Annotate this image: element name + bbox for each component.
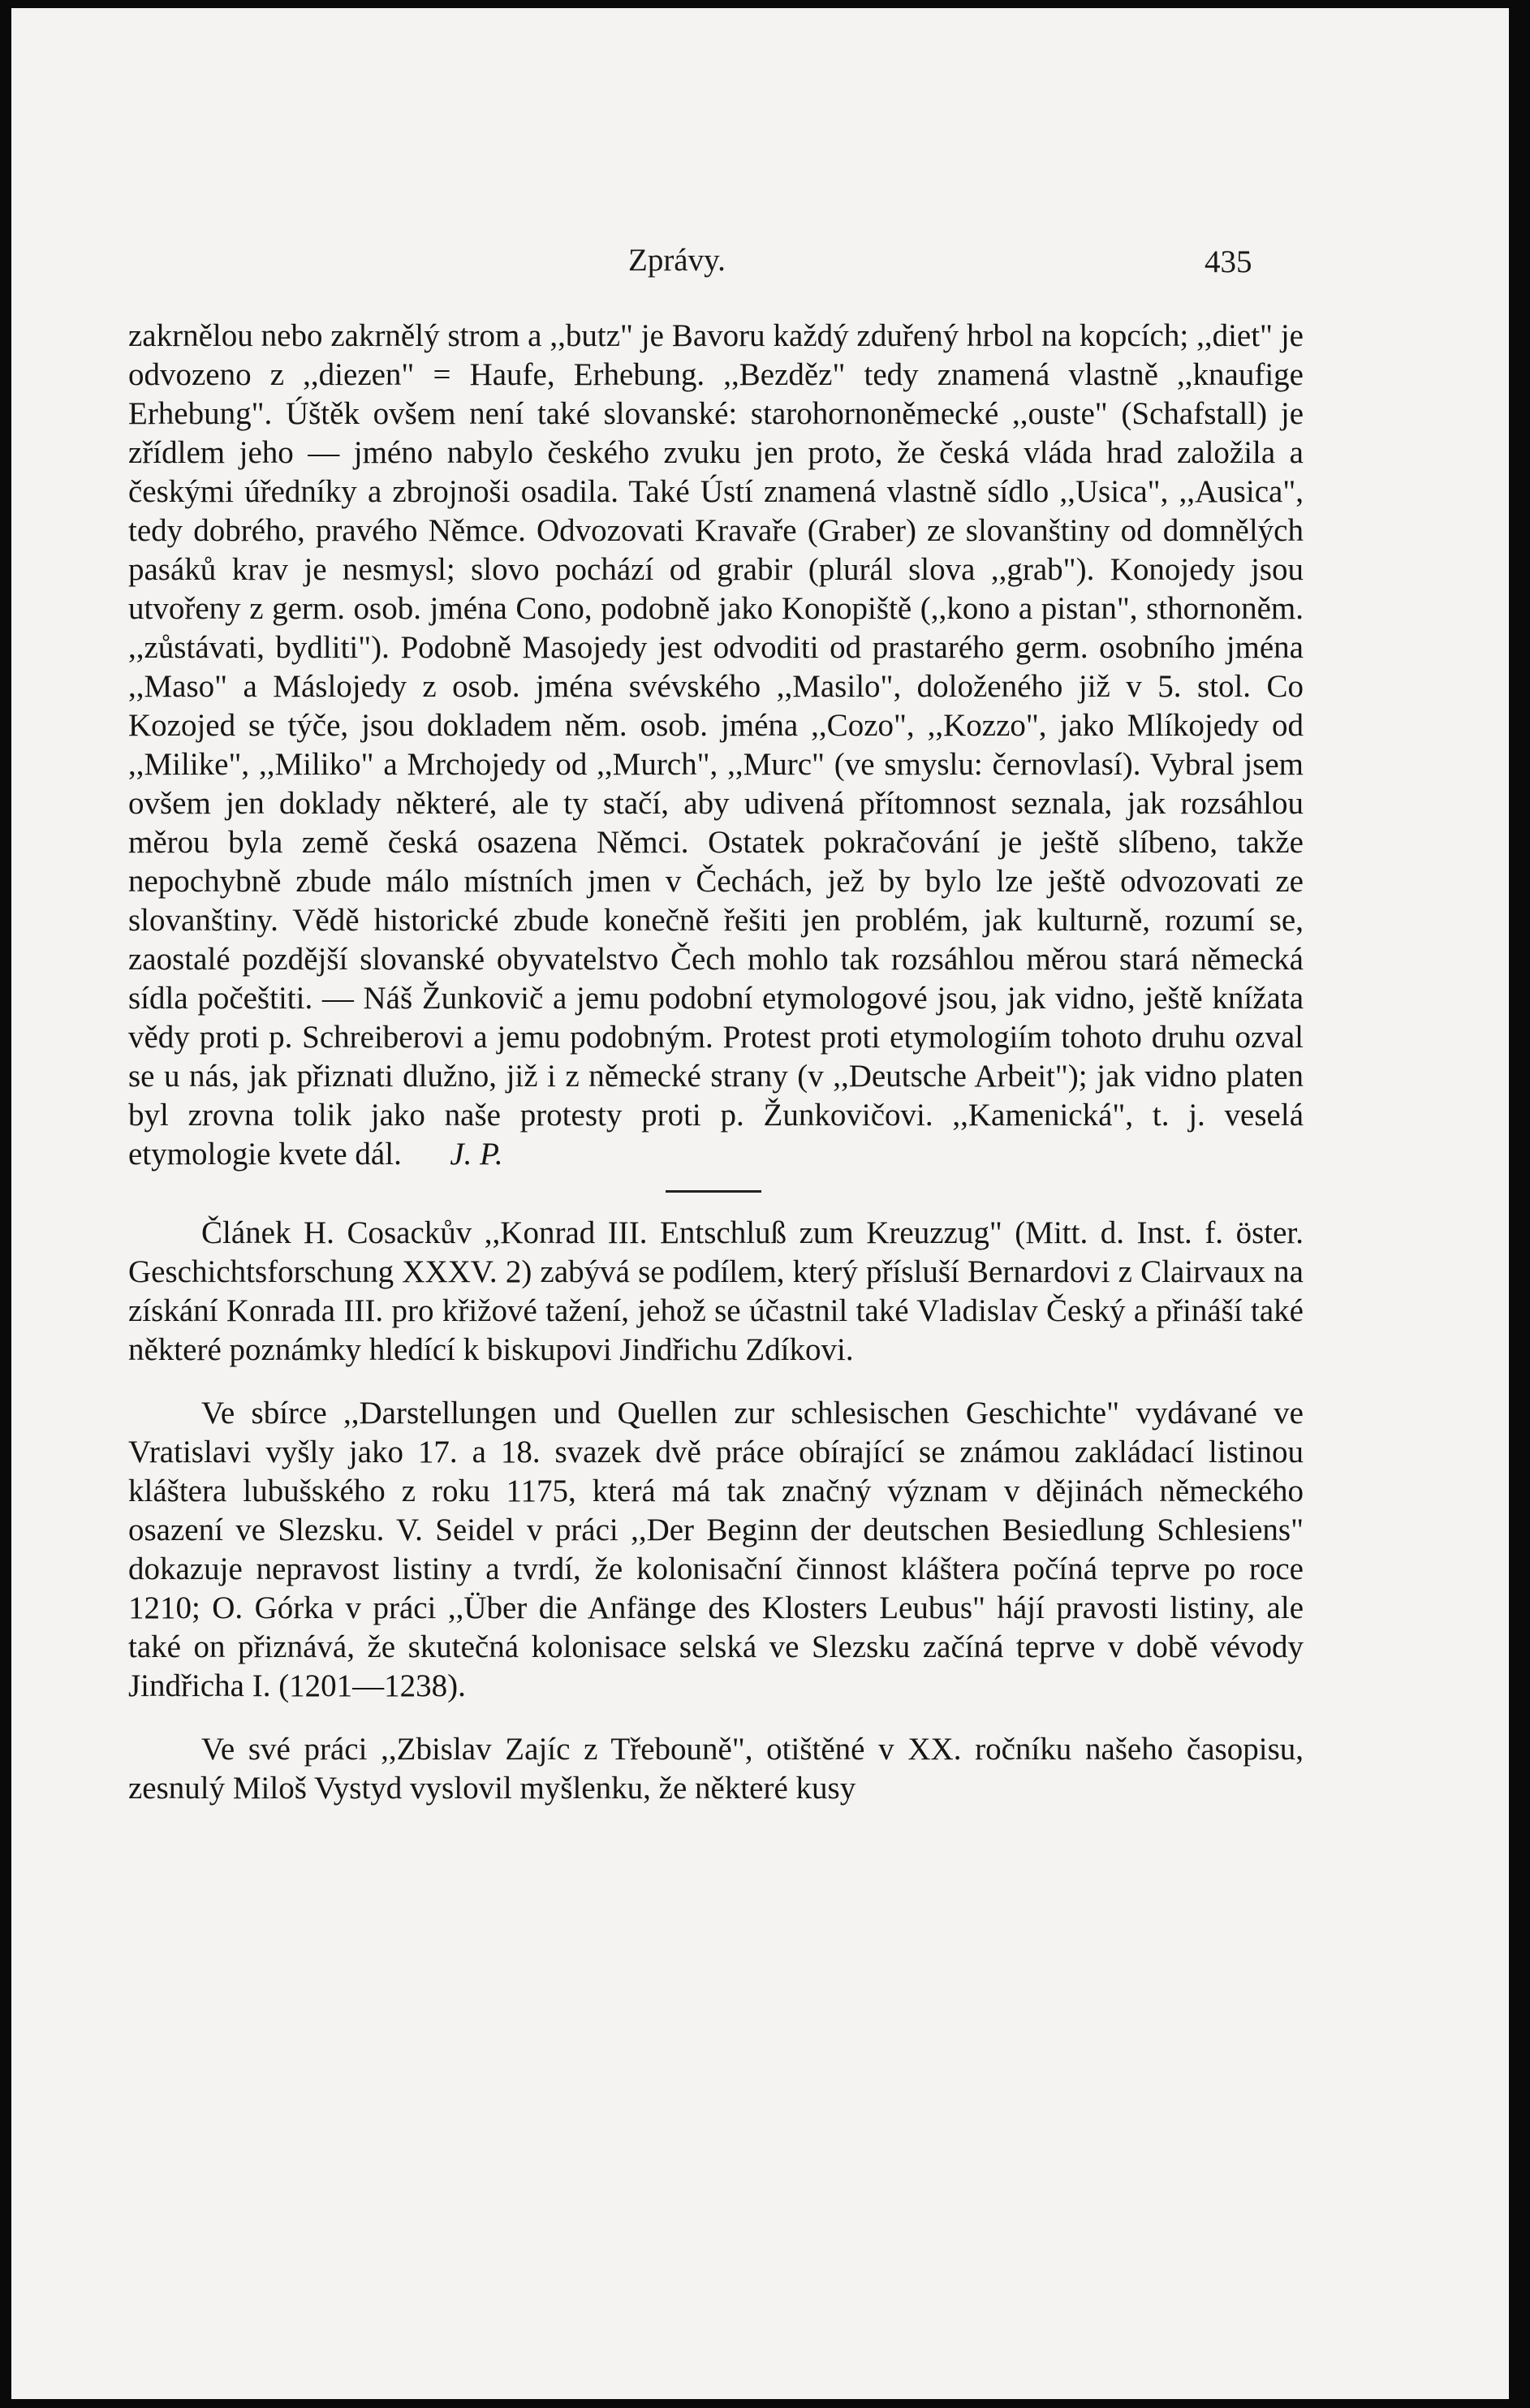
paragraph-lubus [128, 1394, 1304, 1706]
paragraph-text: Ve své práci ,,Zbislav Zajíc z Třebouně", otištěné v XX. ročníku našeho časopisu, zesnulý Miloš Vystyd vyslovil myšlenku, že některé kusy [128, 1732, 1304, 1806]
author-signature: J. P. [450, 1137, 503, 1172]
document-page [11, 8, 1509, 2399]
paragraph-text: Ve sbírce ,,Darstellungen und Quellen zur schlesischen Geschichte" vydávané ve Vratislavi vyšly jako 17. a 18. svazek dvě práce obírající se známou zakládací listinou kláštera lubušského z roku 1175, která má tak značný význam v dějinách německého osazení ve Slezsku. V. Seidel v práci ,,Der Beginn der deutschen Besiedlung Schlesiens" dokazuje nepravost listiny a tvrdí, že kolonisační činnost kláštera počíná teprve po roce 1210; O. Górka v práci ,,Über die Anfänge des Klosters Leubus" hájí pravosti listiny, ale také on přiznává, že skutečná kolonisace selská ve Slezsku začíná teprve v době vévody Jindřicha I. (1201—1238). [128, 1396, 1304, 1703]
paragraph-text: zakrnělou nebo zakrnělý strom a ,,butz" je Bavoru každý zduřený hrbol na kopcích; ,,diet" je odvozeno z ,,diezen" = Haufe, Erhebung. ,,Bezděz" tedy znamená vlastně ,,knaufige Erhebung". Úštěk ovšem není také slovanské: starohornoněmecké ,,ouste" (Schafstall) je zřídlem jeho — jméno nabylo českého zvuku jen proto, že česká vláda hrad založila a českými úředníky a zbrojnoši osadila. Také Ústí znamená vlastně sídlo ,,Usica", ,,Ausica", tedy dobrého, pravého Němce. Odvozovati Kravaře (Graber) ze slovanštiny od domnělých pasáků krav je nesmysl; slovo pochází od grabir (plurál slova ,,grab"). Konojedy jsou utvořeny z germ. osob. jména Cono, podobně jako Konopiště (,,kono a pistan", sthornoněm. ,,zůstávati, bydliti"). Podobně Masojedy jest odvoditi od prastarého germ. osobního jména ,,Maso" a Máslojedy z osob. jména svévského ,,Masilo", doloženého již v 5. stol. Co Kozojed se týče, jsou dokladem něm. osob. jména ,,Cozo", ,,Kozzo", jako Mlíkojedy od ,,Milike", ,,Miliko" a Mrchojedy od ,,Murch", ,,Murc" (ve smyslu: černovlasí). Vybral jsem ovšem jen doklady některé, ale ty stačí, aby udivená přítomnost seznala, jak rozsáhlou měrou byla země česká osazena Němci. Ostatek pokračování je ještě slíbeno, takže nepochybně zbude málo místních jmen v Čechách, jež by bylo lze ještě odvozovati ze slovanštiny. Vědě historické zbude konečně řešiti jen problém, jak kulturně, rozumí se, zaostalé pozdější slovanské obyvatelstvo Čech mohlo tak rozsáhlou měrou stará německá sídla počeštiti. — Náš Žunkovič a jemu podobní etymologové jsou, jak vidno, ještě knížata vědy proti p. Schreiberovi a jemu podobným. Protest proti etymologiím tohoto druhu ozval se u nás, jak přiznati dlužno, již i z německé strany (v ,,Deutsche Arbeit"); jak vidno platen byl zrovna tolik jako naše protesty proti p. Žunkovičovi. ,,Kamenická", t. j. veselá etymologie kvete dál. [128, 318, 1304, 1172]
running-title: Zprávy. [628, 243, 726, 278]
paragraph-etymology [128, 317, 1304, 1174]
paragraph-zbislav [128, 1730, 1304, 1808]
page-number: 435 [1205, 244, 1252, 279]
paragraph-text: Článek H. Cosackův ,,Konrad III. Entschluß zum Kreuzzug" (Mitt. d. Inst. f. öster. Geschichtsforschung XXXV. 2) zabývá se podílem, který přísluší Bernardovi z Clairvaux na získání Konrada III. pro křižové tažení, jehož se účastnil také Vladislav Český a přináší také některé poznámky hledící k biskupovi Jindřichu Zdíkovi. [128, 1215, 1304, 1367]
page-header [11, 242, 1509, 283]
body-text [128, 317, 1304, 1808]
paragraph-cosack [128, 1214, 1304, 1370]
section-divider [666, 1190, 761, 1193]
